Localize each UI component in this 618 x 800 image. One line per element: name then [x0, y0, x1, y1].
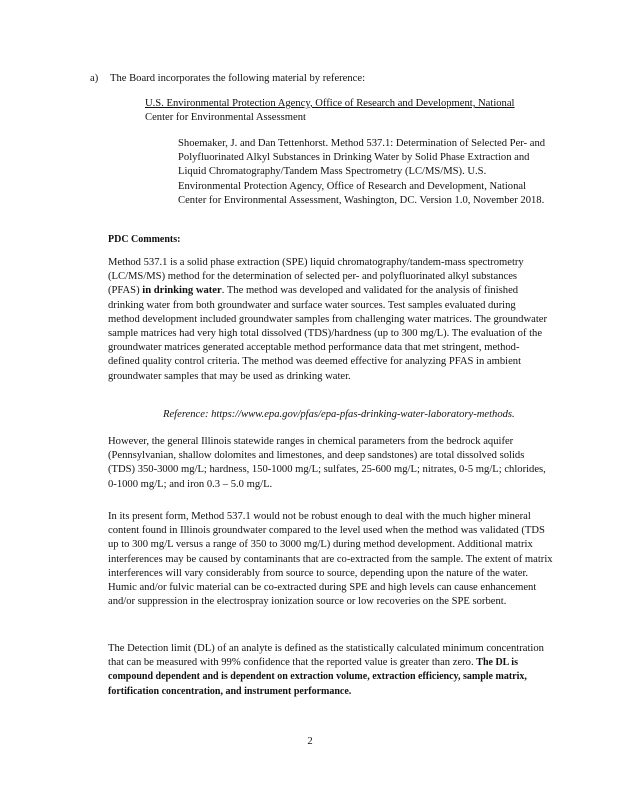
reference-url: Reference: https://www.epa.gov/pfas/epa-pfas-drinking-water-laboratory-methods. [163, 409, 515, 420]
item-a [90, 72, 550, 86]
paragraph1-text-a: Method 537.1 is a solid phase extraction (SPE) liquid chromatography/tandem-mass spectrometry (LC/MS/MS) method for the determination of selected per- and polyfluorinated alkyl substances (PFAS) [108, 257, 524, 297]
reference-source-line1: U.S. Environmental Protection Agency, Office of Research and Development, National [145, 98, 515, 109]
item-a-text: The Board incorporates the following material by reference: [110, 73, 366, 84]
pdc-heading: PDC Comments: [108, 234, 181, 245]
reference-source [145, 97, 545, 125]
page-number: 2 [307, 736, 313, 747]
reference-source-line2: Center for Environmental Assessment [145, 112, 306, 124]
paragraph4-text: The Detection limit (DL) of an analyte is defined as the statistically calculated minimum concentration that can be measured with 99% confidence that the reported value is greater than zero. [108, 643, 544, 669]
paragraph-method-description [108, 256, 548, 384]
item-marker: a) [90, 73, 99, 84]
citation: Shoemaker, J. and Dan Tettenhorst. Method 537.1: Determination of Selected Per- and Polyfluorinated Alkyl Substances in Drinking Water by Solid Phase Extraction and Liquid Chromatography/Tandem Mass Spectrometry (LC/MS/MS). U.S. Environmental Protection Agency, Office of Research and Development, National Center for Environmental Assessment, Washington, DC. Version 1.0, November 2018. [178, 138, 546, 206]
paragraph1-bold: in drinking water [142, 285, 222, 297]
paragraph-statewide-ranges: However, the general Illinois statewide ranges in chemical parameters from the bedrock aquifer (Pennsylvanian, shallow dolomites and limestones, and deep sandstones) are total dissolved solids (TDS) 350-3000 mg/L; hardness, 150-1000 mg/L; sulfates, 25-600 mg/L; nitrates, 0-5 mg/L; chlorides, 0-1000 mg/L; and iron 0.3 – 5.0 mg/L. [108, 436, 546, 490]
paragraph-robustness: In its present form, Method 537.1 would not be robust enough to deal with the much higher mineral content found in Illinois groundwater compared to the level used when the method was validated (TDS up to 300 mg/L versus a range of 350 to 3000 mg/L) during method development. Additional matrix interferences may be caused by contaminants that are co-extracted from the sample. The extent of matrix interferences will vary considerably from source to source, depending upon the nature of the water. Humic and/or fulvic material can be co-extracted during SPE and high levels can cause enhancement and/or suppression in the electrospray ionization source or low recoveries on the SPE sorbent. [108, 511, 553, 608]
paragraph1-text-b: . The method was developed and validated for the analysis of finished drinking water from both groundwater and surface water sources. Test samples evaluated during method development included groundwater samples from challenging water matrices. The groundwater sample matrices had very high total dissolved (TDS)/hardness (up to 300 mg/L). The evaluation of the groundwater matrices generated acceptable method performance data that met stringent, method-defined quality control criteria. The method was deemed effective for analyzing PFAS in ambient groundwater samples that may be used as drinking water. [108, 285, 548, 382]
paragraph4-bold: The DL is compound dependent and is dependent on extraction volume, extraction efficiency, sample matrix, fortification concentration, and instrument performance. [108, 657, 527, 697]
paragraph-detection-limit [108, 642, 553, 699]
